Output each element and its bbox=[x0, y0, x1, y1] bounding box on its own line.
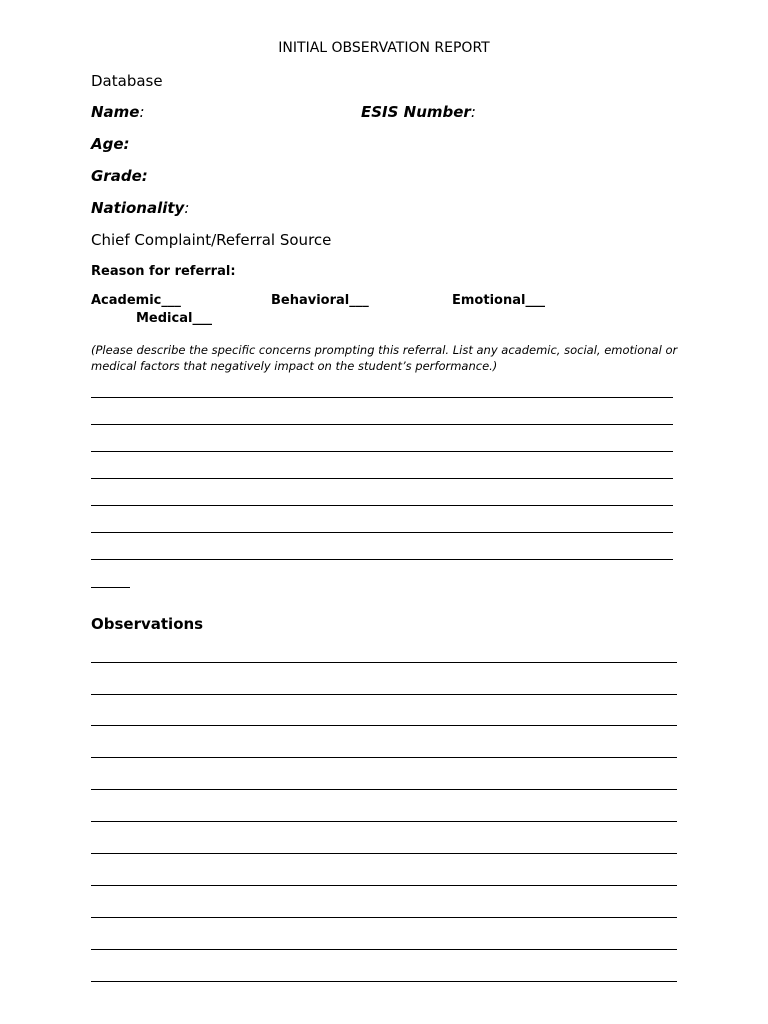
age-field-label: Age: bbox=[91, 135, 130, 153]
observation-line bbox=[91, 662, 677, 663]
observation-line bbox=[91, 694, 677, 695]
observation-line bbox=[91, 853, 677, 854]
observation-line bbox=[91, 981, 677, 982]
referral-description-line bbox=[91, 424, 673, 425]
referral-description-line bbox=[91, 451, 673, 452]
database-heading: Database bbox=[91, 72, 163, 90]
referral-instructions: (Please describe the specific concerns prompting this referral. List any academic, social, emotional or medical factors that negatively impact on the student’s performance.) bbox=[91, 343, 678, 373]
reason-for-referral-label: Reason for referral: bbox=[91, 264, 236, 279]
observation-line bbox=[91, 757, 677, 758]
referral-option-medical: Medical___ bbox=[136, 311, 212, 326]
esis-number-field-label: ESIS Number: bbox=[361, 103, 476, 121]
referral-option-academic: Academic___ bbox=[91, 293, 181, 308]
referral-description-line bbox=[91, 397, 673, 398]
referral-description-line bbox=[91, 559, 673, 560]
referral-description-line bbox=[91, 505, 673, 506]
referral-option-behavioral: Behavioral___ bbox=[271, 293, 369, 308]
observation-line bbox=[91, 821, 677, 822]
chief-complaint-heading: Chief Complaint/Referral Source bbox=[91, 231, 332, 249]
observation-line bbox=[91, 949, 677, 950]
observation-line bbox=[91, 885, 677, 886]
observation-line bbox=[91, 725, 677, 726]
referral-description-line-end bbox=[91, 587, 130, 588]
observation-line bbox=[91, 789, 677, 790]
referral-description-line bbox=[91, 532, 673, 533]
page-title: INITIAL OBSERVATION REPORT bbox=[278, 40, 490, 56]
referral-option-emotional: Emotional___ bbox=[452, 293, 545, 308]
observation-line bbox=[91, 917, 677, 918]
referral-description-line bbox=[91, 478, 673, 479]
grade-field-label: Grade: bbox=[91, 167, 148, 185]
name-field-label: Name: bbox=[91, 103, 145, 121]
observations-heading: Observations bbox=[91, 615, 204, 633]
nationality-field-label: Nationality: bbox=[91, 199, 190, 217]
